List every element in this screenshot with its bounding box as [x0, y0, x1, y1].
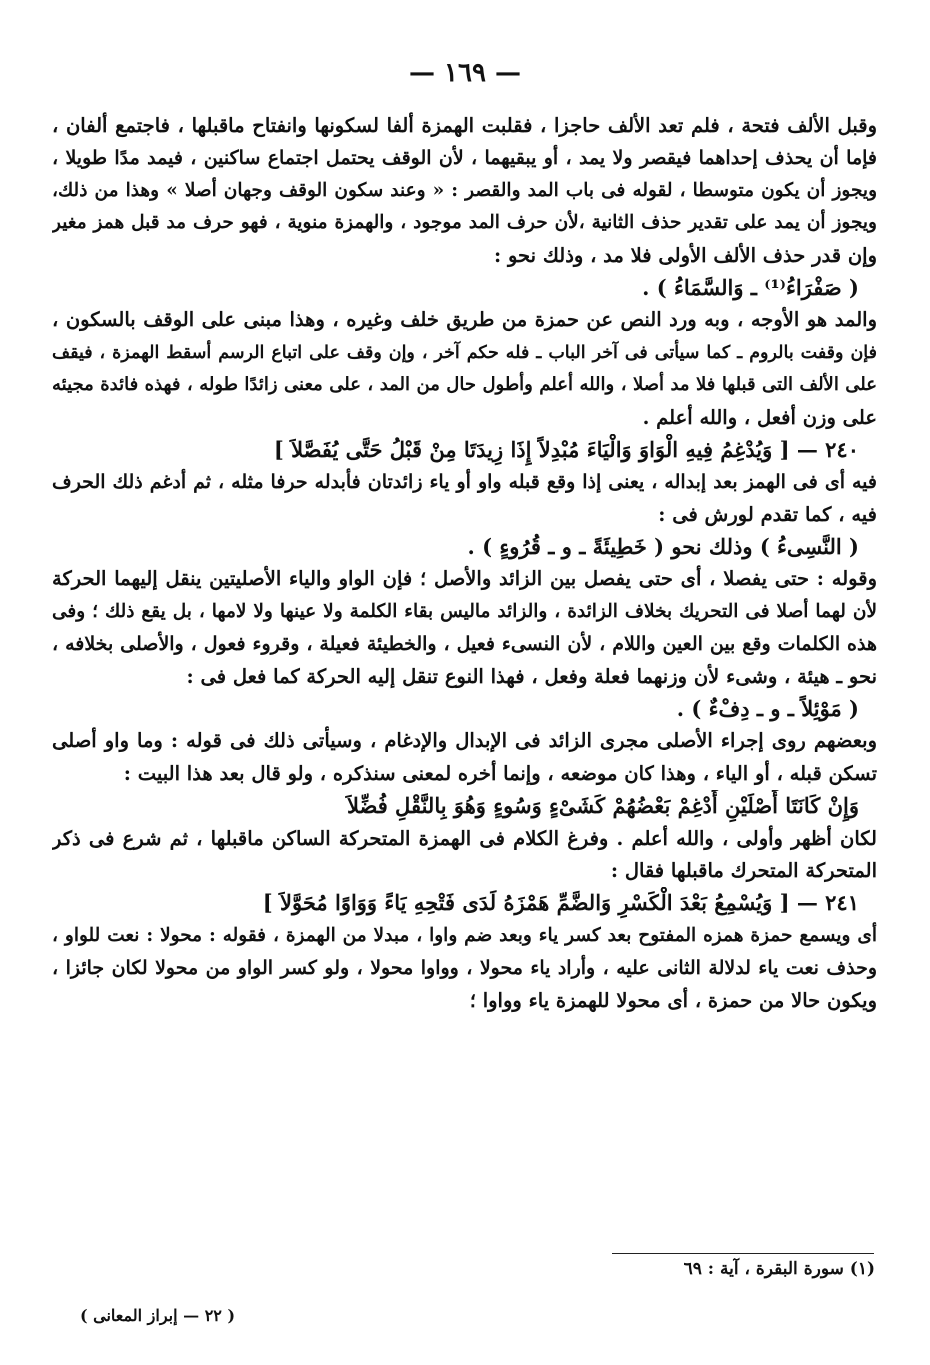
text-line: فإما أن يحذف إحداهما فيقصر ولا يمد ، أو يبقيهما ، لأن الوقف يحتمل اجتماع ساكنين ، فيمد مدًا طويلا ، [52, 147, 877, 170]
text-line: فإن وقفت بالروم ـ كما سيأتى فى آخر الباب ـ فله حكم آخر ، وإن وقف على اتباع الرسم أسقط الهمزة ، فيقف [52, 342, 877, 363]
text-line: وقبل الألف فتحة ، فلم تعد الألف حاجزا ، فقلبت الهمزة ألفا لسكونها وانفتاح ماقبلها ، فاجتمع ألفان ، [52, 114, 877, 137]
poem-verse-240: ٢٤٠ — [ وَيُدْغِمُ فِيهِ الْوَاوَ وَالْيَاءَ مُبْدِلاً إِذَا زِيدَتَا مِنْ قَبْلُ حَتَّى يُفَصَّلاَ ] [273, 436, 859, 462]
text-line: على الألف التى قبلها فلا مد أصلا ، والله أعلم وأطول حال من المد ، على معنى زائدًا طوله ، فهذه فائدة مجيئه [52, 374, 877, 396]
text-line: فيه أى فى الهمز بعد إبداله ، يعنى إذا وقع قبله واو أو ياء زائدتان فأبدله حرفا مثله ، ثم أدغم ذلك الحرف [52, 471, 877, 494]
quran-example: ( مَوْئِلاً ـ و ـ دِفْءٌ ) . [676, 696, 859, 722]
footnote: (١) سورة البقرة ، آية : ٦٩ [683, 1259, 875, 1279]
text-line: وبعضهم روى إجراء الأصلى مجرى الزائد فى الإبدال والإدغام ، وسيأتى ذلك فى قوله : وما واو أصلى [52, 729, 877, 753]
text-line: هذه الكلمات وقع بين العين واللام ، لأن النسىء فعيل ، والخطيئة فعيلة ، وقروء فعول ، والأصلى بخلافه ، [52, 633, 877, 656]
page-number: — ١٦٩ — [408, 58, 522, 88]
text-line: أى ويسمع حمزة همزه المفتوح بعد كسر ياء وبعد ضم واوا ، مبدلا من الهمزة ، فقوله : محولا : نعت للواو ، [52, 924, 877, 946]
text-line: لأن لهما أصلا فى التحريك بخلاف الزائدة ، والزائد ماليس بقاء الكلمة ولا عينها ولا لامها ، بل يقع ذلك ؛ وفى [52, 600, 877, 622]
text-line: لكان أظهر وأولى ، والله أعلم . وفرغ الكلام فى الهمزة المتحركة الساكن ماقبلها ، ثم شرع فى ذكر [52, 826, 877, 850]
poem-verse-quoted: وَإِنْ كَانَتَا أَصْلَيْنِ أَدْغِمْ بَعْضُهُمْ كَشَىْءٍ وَسُوءٍ وَهُوَ بِالنَّقْلِ فُضِّلاَ [346, 793, 859, 819]
text-line: نحو ـ هيئة ، وشىء لأن وزنهما فعلة وفعل ، فهذا النوع تنقل إليه الحركة كما فعل فى : [186, 664, 877, 688]
text-line: والمد هو الأوجه ، وبه ورد النص عن حمزة من طريق خلف وغيره ، وهذا مبنى على الوقف بالسكون ، [52, 308, 877, 332]
signature-mark: ( ٢٢ — إبراز المعانى ) [80, 1306, 236, 1325]
quran-example: ( صَفْرَاءُ⁽¹⁾ ـ وَالسَّمَاءُ ) . [642, 274, 859, 300]
text-line: فيه ، كما تقدم لورش فى : [658, 502, 877, 526]
quran-example: ( النَّسِىءُ ) وذلك نحو ( خَطِيئَةً ـ و ـ قُرُوءٍ ) . [467, 534, 859, 560]
text-line: ويجوز أن يمد على تقدير حذف الثانية ،لأن حرف المد موجود ، والهمزة منوية ، فهو حرف مد قبل همز مغير [52, 212, 877, 234]
text-line: المتحركة المتحرك ماقبلها فقال : [610, 858, 877, 882]
text-line: ويجوز أن يكون متوسطا ، لقوله فى باب المد والقصر : « وعند سكون الوقف وجهان أصلا » وهذا من ذلك، [52, 179, 877, 201]
footnote-divider [612, 1253, 874, 1254]
text-line: وحذف نعت ياء لدلالة الثانى عليه ، وأراد ياء محولا ، وواوا محولا ، ولو كسر الواو من محولا لكان جائزا ، [52, 957, 877, 980]
text-line: ويكون حالا من حمزة ، أى محولا للهمزة ياء وواوا ؛ [469, 988, 877, 1012]
body-text [52, 110, 877, 1017]
text-line: على وزن أفعل ، والله أعلم . [642, 405, 877, 429]
text-line: وقوله : حتى يفصلا ، أى حتى يفصل بين الزائد والأصل ؛ فإن الواو والياء الأصليتين ينقل إليهما الحركة [52, 567, 877, 591]
poem-verse-241: ٢٤١ — [ وَيُسْمِعُ بَعْدَ الْكَسْرِ وَالضَّمِّ هَمْزَهُ لَدَى فَتْحِهِ يَاءً وَوَاوًا مُحَوَّلاَ ] [262, 890, 859, 916]
text-line: وإن قدر حذف الألف الأولى فلا مد ، وذلك نحو : [493, 243, 877, 267]
text-line: تسكن قبله ، أو الياء ، وهذا كان موضعه ، وإنما أخره لمعنى سنذكره ، ولو قال بعد هذا البيت : [123, 761, 877, 785]
